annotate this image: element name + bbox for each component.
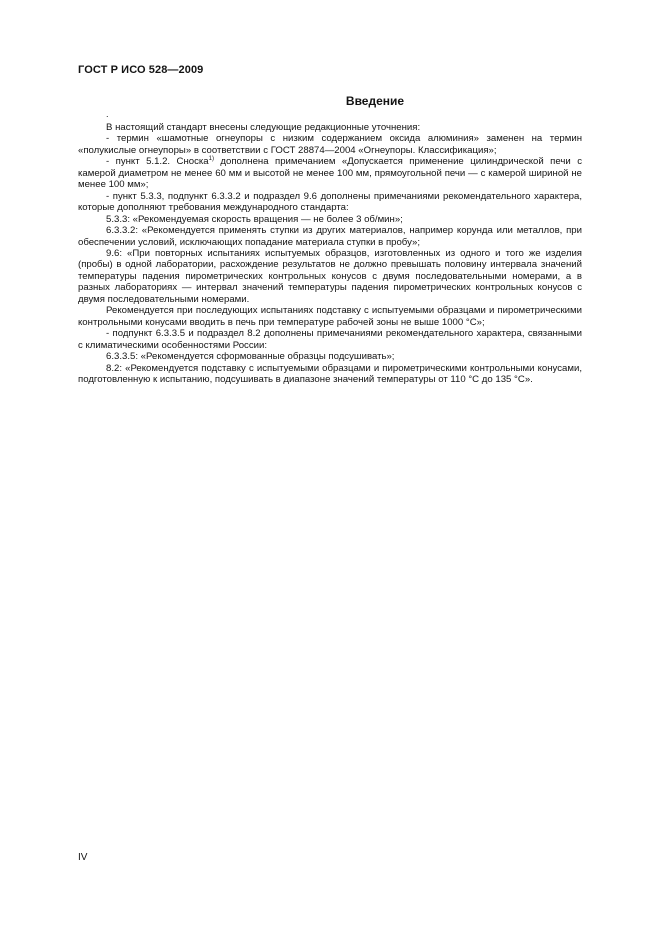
document-body xyxy=(78,122,582,385)
paragraph xyxy=(78,156,582,190)
document-header: ГОСТ Р ИСО 528—2009 xyxy=(78,64,204,76)
paragraph: - пункт 5.3.3, подпункт 6.3.3.2 и подраздел 9.6 дополнены примечаниями рекомендательного характера, которые дополняют требования международного стандарта: xyxy=(78,190,582,214)
paragraph: 5.3.3: «Рекомендуемая скорость вращения — не более 3 об/мин»; xyxy=(106,213,403,225)
paragraph: - подпункт 6.3.3.5 и подраздел 8.2 дополнены примечаниями рекомендательного характера, связанными с климатическими особенностями России: xyxy=(78,328,582,351)
stray-dot: . xyxy=(106,109,109,119)
paragraph: - термин «шамотные огнеупоры с низким содержанием оксида алюминия» заменен на термин «полукислые огнеупоры» в соответствии с ГОСТ 28874—2004 «Огнеупоры. Классификация»; xyxy=(78,133,582,156)
paragraph: Рекомендуется при последующих испытаниях подставку с испытуемыми образцами и пирометрическими контрольными конусами вводить в печь при температуре рабочей зоны не выше 1000 °С»; xyxy=(78,305,582,328)
paragraph: 9.6: «При повторных испытаниях испытуемых образцов, изготовленных из одного и того же изделия (пробы) в одной лаборатории, расхождение результатов не должно превышать половину интервала значений температуры падения пирометрических контрольных конусов с двумя последовательными номерами, а в разных лабораториях — интервал значений температуры падения пирометрических контрольных конусов с двумя последовательными номерами. xyxy=(78,247,582,305)
footnote-marker: 1) xyxy=(208,156,214,163)
paragraph: 6.3.3.2: «Рекомендуется применять ступки из других материалов, например корунда или металлов, при обеспечении условий, исключающих попадание материала ступки в пробу»; xyxy=(78,225,582,248)
section-title: Введение xyxy=(345,94,405,108)
paragraph: 6.3.3.5: «Рекомендуется сформованные образцы подсушивать»; xyxy=(106,351,395,363)
paragraph-text: - пункт 5.1.2. Сноска xyxy=(106,156,209,168)
page-number: IV xyxy=(78,852,88,863)
paragraph: 8.2: «Рекомендуется подставку с испытуемыми образцами и пирометрическими контрольными конусами, подготовленную к испытанию, подсушивать в диапазоне значений температуры от 110 °С до 135 °С». xyxy=(78,362,582,385)
paragraph-text: дополнена примечанием «Допускается применение цилиндрической печи с камерой диаметром не менее 60 мм и высотой не менее 100 мм, прямоугольной печи — с камерой шириной не менее 100 мм»; xyxy=(78,156,582,191)
paragraph: В настоящий стандарт внесены следующие редакционные уточнения: xyxy=(106,122,421,133)
